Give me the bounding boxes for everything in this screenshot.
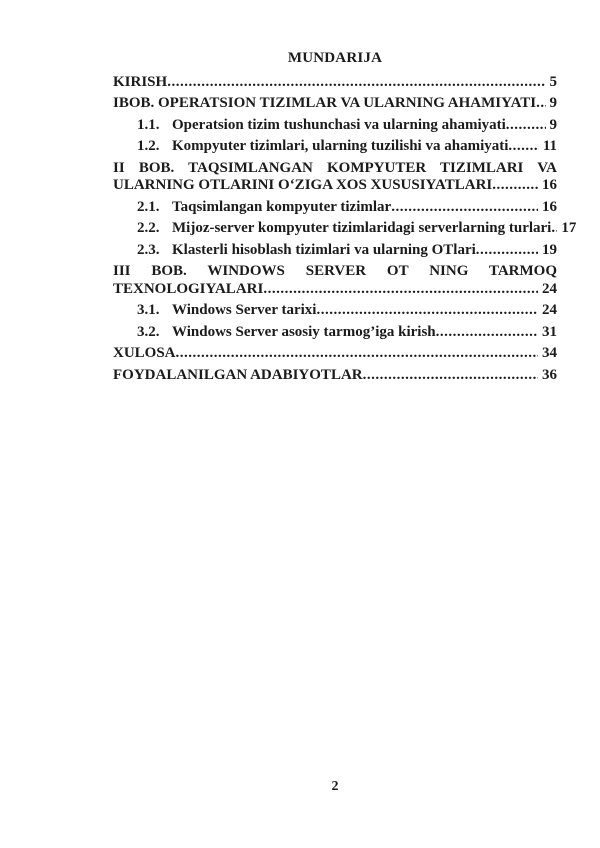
toc-entry-label: FOYDALANILGAN ADABIYOTLAR — [113, 366, 363, 383]
toc-entry-number: 1.2. — [137, 138, 160, 154]
toc-entry — [113, 242, 557, 260]
toc-entry — [113, 74, 557, 92]
dot-leader — [506, 117, 546, 135]
toc-entry-label: TEXNOLOGIYALARI — [113, 280, 264, 297]
toc-entry-label: Kompyuter tizimlari, ularning tuzilishi va ahamiyati — [172, 138, 509, 154]
toc-entry-line1: III BOB. WINDOWS SERVER OT NING TARMOQ — [113, 263, 557, 279]
page-title: MUNDARIJA — [287, 50, 383, 66]
toc-entry-page: 36 — [542, 366, 557, 383]
toc-entry-number: 3.2. — [137, 323, 160, 340]
toc-entry-page: 5 — [549, 73, 557, 90]
toc-entry-line1: II BOB. TAQSIMLANGAN KOMPYUTER TIZIMLARI VA — [113, 159, 557, 176]
toc-entry — [113, 302, 557, 320]
toc-entry-number: 2.3. — [137, 241, 160, 258]
toc-entry-page: 17 — [561, 220, 577, 236]
toc-entry — [113, 199, 557, 217]
toc-entry — [113, 117, 557, 135]
dot-leader — [551, 220, 557, 238]
toc-entry-page: 31 — [542, 323, 557, 340]
toc-entry-number: 2.1. — [137, 198, 160, 215]
toc-entry-label: Taqsimlangan kompyuter tizimlar — [172, 198, 392, 215]
toc-entry-number: 3.1. — [137, 302, 160, 318]
dot-leader — [536, 95, 545, 113]
toc-entry-label: Windows Server tarixi — [172, 302, 317, 318]
toc-entries — [113, 73, 577, 385]
dot-leader — [176, 345, 538, 363]
toc-entry — [113, 160, 557, 195]
dot-leader — [436, 324, 538, 342]
toc-entry — [113, 138, 557, 156]
toc-entry-page: 16 — [542, 177, 557, 193]
toc-entry-page: 9 — [549, 95, 557, 111]
toc-entry-page: 19 — [542, 241, 557, 258]
toc-entry-page: 9 — [549, 116, 557, 133]
toc-entry-label: IBOB. OPERATSION TIZIMLAR VA ULARNING AHAMIYATI — [113, 95, 537, 111]
toc-entry-page: 34 — [542, 345, 557, 361]
dot-leader — [263, 281, 538, 299]
toc-entry-number: 1.1. — [137, 116, 160, 133]
dot-leader — [492, 177, 538, 195]
toc-entry — [113, 367, 557, 385]
toc-entry-label: Operatsion tizim tushunchasi va ularning ahamiyati — [172, 116, 506, 133]
toc-entry-line2 — [113, 177, 557, 195]
toc-entry — [113, 220, 577, 238]
dot-leader — [167, 74, 545, 92]
dot-leader — [316, 302, 538, 320]
dot-leader — [391, 199, 538, 217]
toc-entry-page: 16 — [542, 198, 557, 215]
table-of-contents — [113, 50, 577, 388]
toc-entry-page: 11 — [542, 138, 557, 154]
toc-entry — [113, 95, 557, 113]
toc-entry-label: Klasterli hisoblash tizimlari va ularning OTlari — [172, 241, 476, 258]
toc-entry — [113, 324, 557, 342]
toc-entry-line2 — [113, 281, 557, 299]
toc-entry-label: ULARNING OTLARINI O‘ZIGA XOS XUSUSIYATLARI — [113, 177, 493, 193]
toc-entry-label: XULOSA — [113, 345, 176, 361]
toc-entry-number: 2.2. — [137, 220, 160, 236]
toc-entry-page: 24 — [542, 302, 557, 318]
toc-entry — [113, 263, 557, 298]
toc-entry-page: 24 — [542, 280, 557, 297]
dot-leader — [508, 138, 538, 156]
toc-entry-label: Mijoz-server kompyuter tizimlaridagi serverlarning turlari — [172, 220, 552, 236]
toc-entry-label: Windows Server asosiy tarmog’iga kirish — [172, 323, 436, 340]
toc-entry — [113, 345, 557, 363]
dot-leader — [476, 242, 538, 260]
dot-leader — [363, 367, 538, 385]
toc-entry-label: KIRISH — [113, 73, 168, 90]
page-number: 2 — [331, 779, 339, 794]
